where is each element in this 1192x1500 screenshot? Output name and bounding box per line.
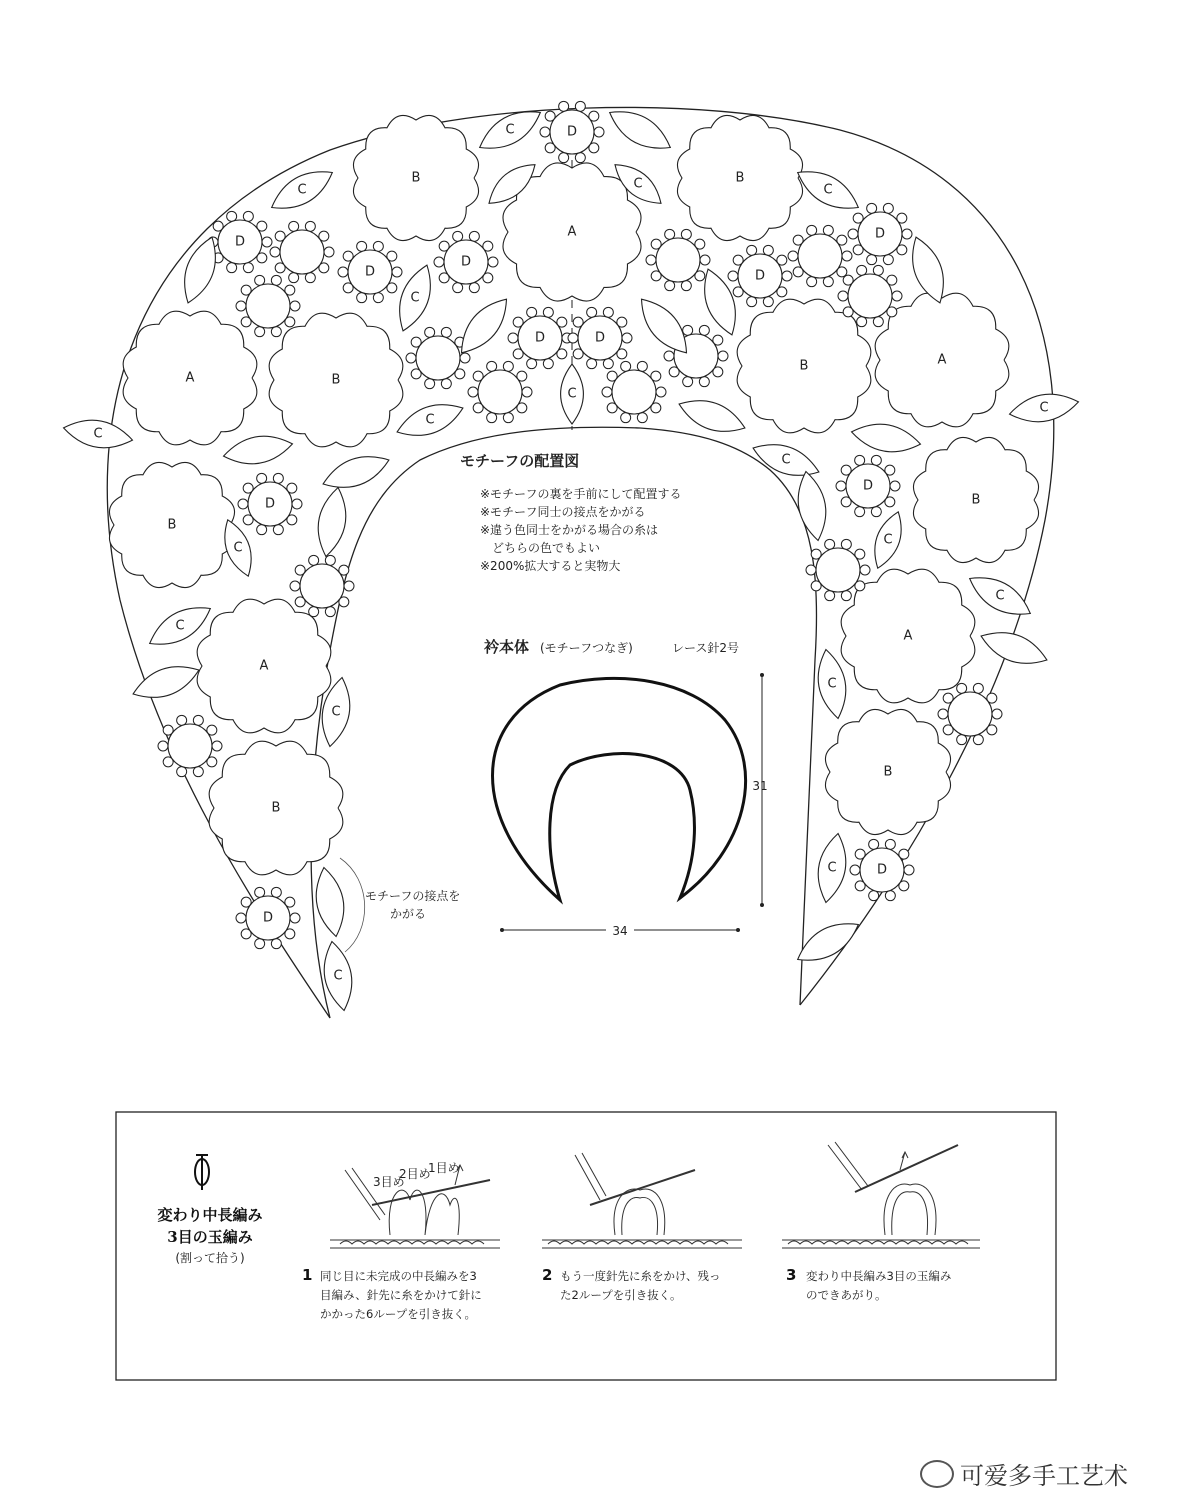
motif-bead (621, 413, 631, 423)
collar-body-shape (493, 678, 746, 900)
motif-bead (867, 255, 877, 265)
motif-bead (177, 767, 187, 777)
motif-c-prime-leaf (462, 299, 507, 353)
motif-a-label: A (185, 370, 195, 386)
motif-bead (338, 267, 348, 277)
motif-bead (527, 307, 537, 317)
motif-bead (575, 101, 585, 111)
motif-bead (992, 709, 1002, 719)
motif-bead (273, 473, 283, 483)
motif-bead (425, 327, 435, 337)
motif-c-label: C (823, 182, 833, 198)
puff-stitch-symbol-icon (195, 1155, 209, 1190)
motif-bead (825, 591, 835, 601)
motif-bead (305, 273, 315, 283)
motif-bead (869, 891, 879, 901)
step-3-text-1: 変わり中長編み3目の玉編み (806, 1269, 952, 1283)
motif-bead (469, 231, 479, 241)
motif-b-label: B (331, 372, 341, 388)
motif-bead (637, 361, 647, 371)
motif-bead (602, 387, 612, 397)
step-1-text-3: かかった6ループを引き抜く。 (320, 1307, 477, 1321)
step-3-illustration (782, 1142, 980, 1248)
motif-bead (453, 231, 463, 241)
motif-bead (869, 839, 879, 849)
motif-bead (158, 741, 168, 751)
motif-bead (855, 507, 865, 517)
motif-d-label: D (264, 496, 276, 512)
motif-bead (255, 887, 265, 897)
motif-c-prime-leaf (318, 488, 346, 557)
motif-c-prime-leaf (323, 457, 389, 488)
motif-d-label: D (754, 268, 766, 284)
motif-c-label: C (410, 290, 420, 306)
motif-d-prime-circle (280, 230, 324, 274)
motif-a-label: A (567, 224, 577, 240)
motif-bead (665, 281, 675, 291)
motif-bead (883, 255, 893, 265)
motif-bead (681, 229, 691, 239)
motif-c-prime-leaf (798, 924, 859, 960)
motif-b-label: B (735, 170, 745, 186)
layout-note-4: どちらの色でもよい (480, 541, 601, 555)
motif-bead (373, 241, 383, 251)
motif-bead (664, 351, 674, 361)
motif-b-label: B (411, 170, 421, 186)
motif-bead (656, 387, 666, 397)
motif-bead (807, 277, 817, 287)
motif-bead (885, 891, 895, 901)
layout-note-3: ※違う色同士をかがる場合の糸は (480, 523, 659, 537)
motif-bead (309, 555, 319, 565)
motif-bead (841, 539, 851, 549)
motif-bead (559, 153, 569, 163)
motif-bead (857, 265, 867, 275)
motif-bead (441, 327, 451, 337)
step-1-text-1: 同じ目に未完成の中長編みを3 (320, 1269, 477, 1283)
motif-bead (850, 865, 860, 875)
motif-d-label: D (460, 254, 472, 270)
motif-b-label: B (971, 492, 981, 508)
motif-bead (425, 379, 435, 389)
technique-title-3: (割って拾う) (175, 1251, 245, 1265)
motif-bead (788, 251, 798, 261)
motif-d-label: D (876, 862, 888, 878)
motif-c-label: C (425, 412, 435, 428)
motif-bead (747, 245, 757, 255)
motif-bead (867, 203, 877, 213)
layout-note-5: ※200%拡大すると実物大 (480, 559, 621, 573)
motif-bead (957, 735, 967, 745)
motif-bead (177, 715, 187, 725)
motif-bead (460, 353, 470, 363)
motif-bead (305, 221, 315, 231)
motif-bead (255, 939, 265, 949)
join-note-line-2: かがる (390, 907, 427, 921)
step-2-text-2: た2ループを引き抜く。 (560, 1288, 682, 1302)
motif-b-label: B (167, 517, 177, 533)
motif-c-prime-leaf (185, 237, 216, 303)
motif-bead (289, 221, 299, 231)
motif-bead (257, 525, 267, 535)
motif-bead (763, 245, 773, 255)
motif-bead (503, 361, 513, 371)
collar-width-label: 34 (612, 924, 628, 938)
motif-bead (973, 735, 983, 745)
motif-bead (603, 359, 613, 369)
motif-bead (594, 127, 604, 137)
motif-b-label: B (271, 800, 281, 816)
watermark-text: 可爱多手工艺术 (960, 1462, 1128, 1490)
motif-bead (568, 333, 578, 343)
motif-bead (290, 913, 300, 923)
motif-bead (763, 297, 773, 307)
step-3-number: 3 (786, 1266, 797, 1284)
motif-d-prime-circle (416, 336, 460, 380)
motif-bead (406, 353, 416, 363)
technique-title-2: 3目の玉編み (167, 1228, 253, 1246)
motif-bead (255, 327, 265, 337)
motif-bead (503, 413, 513, 423)
motif-bead (289, 273, 299, 283)
motif-bead (271, 939, 281, 949)
motif-bead (273, 525, 283, 535)
motif-c-prime-leaf (679, 401, 745, 432)
motif-bead (325, 607, 335, 617)
motif-c-label: C (175, 618, 185, 634)
motif-bead (290, 581, 300, 591)
wechat-icon (920, 1460, 954, 1488)
motif-bead (212, 741, 222, 751)
motif-bead (227, 211, 237, 221)
motif-c-prime-leaf (224, 436, 293, 464)
motif-c-label: C (333, 968, 343, 984)
motif-bead (637, 413, 647, 423)
motif-bead (825, 539, 835, 549)
motif-bead (522, 387, 532, 397)
motif-bead (718, 351, 728, 361)
motif-d-prime-circle (478, 370, 522, 414)
motif-bead (683, 377, 693, 387)
collar-body-subtitle: (モチーフつなぎ) (540, 641, 633, 655)
motif-d-label: D (566, 124, 578, 140)
motif-bead (747, 297, 757, 307)
motif-c-label: C (1039, 400, 1049, 416)
motif-bead (441, 379, 451, 389)
step-2-text-1: もう一度針先に糸をかけ、残っ (560, 1269, 721, 1283)
motif-bead (621, 361, 631, 371)
motif-c-label: C (995, 588, 1005, 604)
layout-note-2: ※モチーフ同士の接点をかがる (480, 505, 646, 519)
motif-bead (193, 715, 203, 725)
motif-bead (823, 277, 833, 287)
motif-bead (453, 283, 463, 293)
motif-bead (270, 247, 280, 257)
motif-bead (873, 317, 883, 327)
motif-d-label: D (874, 226, 886, 242)
motif-bead (681, 281, 691, 291)
motif-bead (559, 101, 569, 111)
motif-bead (543, 307, 553, 317)
motif-bead (957, 683, 967, 693)
motif-bead (290, 301, 300, 311)
motif-bead (836, 481, 846, 491)
motif-bead (728, 271, 738, 281)
motif-bead (782, 271, 792, 281)
motif-c-prime-leaf (133, 667, 199, 698)
technique-box (116, 1112, 1056, 1380)
motif-bead (823, 225, 833, 235)
motif-bead (622, 333, 632, 343)
motif-bead (807, 225, 817, 235)
motif-bead (700, 255, 710, 265)
motif-bead (902, 229, 912, 239)
motif-a-label: A (259, 658, 269, 674)
step-1-label-2: 2目め (399, 1167, 431, 1181)
motif-c-prime-leaf (316, 868, 344, 937)
motif-bead (373, 293, 383, 303)
collar-body-hook: レース針2号 (672, 641, 740, 655)
motif-bead (527, 359, 537, 369)
motif-b-label: B (883, 764, 893, 780)
motif-c-label: C (233, 540, 243, 556)
motif-bead (848, 229, 858, 239)
motif-bead (873, 265, 883, 275)
motif-d-prime-circle (848, 274, 892, 318)
join-annotation (340, 858, 460, 952)
motif-d-label: D (534, 330, 546, 346)
motif-c-prime-leaf (642, 299, 687, 353)
motif-bead (392, 267, 402, 277)
motif-bead (841, 591, 851, 601)
motif-bead (193, 767, 203, 777)
motif-bead (699, 377, 709, 387)
layout-note-1: ※モチーフの裏を手前にして配置する (480, 487, 682, 501)
motif-bead (344, 581, 354, 591)
motif-bead (236, 301, 246, 311)
step-1-text-2: 目編み、針先に糸をかけて針に (320, 1288, 482, 1302)
motif-d-label: D (594, 330, 606, 346)
motif-bead (587, 307, 597, 317)
motif-d-label: D (234, 234, 246, 250)
motif-bead (938, 709, 948, 719)
technique-title-1: 変わり中長編み (157, 1206, 263, 1224)
step-2-illustration (542, 1153, 742, 1248)
motif-bead (309, 607, 319, 617)
motif-bead (243, 263, 253, 273)
motif-d-prime-circle (612, 370, 656, 414)
motif-group (64, 101, 1079, 1010)
motif-bead (904, 865, 914, 875)
motif-bead (227, 263, 237, 273)
motif-a-label: A (937, 352, 947, 368)
step-1-number: 1 (302, 1266, 313, 1284)
motif-bead (855, 455, 865, 465)
motif-d-prime-circle (246, 284, 290, 328)
motif-d-prime-circle (656, 238, 700, 282)
motif-bead (357, 293, 367, 303)
motif-bead (890, 481, 900, 491)
motif-c-label: C (505, 122, 515, 138)
motif-bead (262, 237, 272, 247)
motif-bead (699, 325, 709, 335)
motif-bead (357, 241, 367, 251)
motif-bead (543, 359, 553, 369)
step-3-text-2: のできあがり。 (806, 1288, 887, 1302)
motif-d-prime-circle (948, 692, 992, 736)
motif-bead (883, 203, 893, 213)
motif-bead (646, 255, 656, 265)
motif-d-label: D (262, 910, 274, 926)
motif-bead (860, 565, 870, 575)
motif-c-label: C (883, 532, 893, 548)
collar-height-label: 31 (752, 779, 768, 793)
motif-bead (487, 413, 497, 423)
motif-bead (469, 283, 479, 293)
motif-bead (871, 455, 881, 465)
motif-bead (238, 499, 248, 509)
motif-c-label: C (297, 182, 307, 198)
motif-a-label: A (903, 628, 913, 644)
join-note-line-1: モチーフの接点を (365, 889, 461, 903)
motif-bead (575, 153, 585, 163)
motif-bead (243, 211, 253, 221)
motif-bead (885, 839, 895, 849)
motif-c-label: C (93, 426, 103, 442)
collar-body-schematic (483, 638, 768, 938)
motif-bead (468, 387, 478, 397)
motif-bead (683, 325, 693, 335)
motif-bead (665, 229, 675, 239)
motif-bead (236, 913, 246, 923)
motif-bead (488, 257, 498, 267)
motif-bead (325, 555, 335, 565)
motif-c-label: C (567, 386, 577, 402)
motif-c-label: C (781, 452, 791, 468)
motif-bead (271, 275, 281, 285)
collar-body-title: 衿本体 (484, 638, 530, 656)
motif-bead (434, 257, 444, 267)
motif-d-label: D (862, 478, 874, 494)
motif-bead (892, 291, 902, 301)
motif-d-prime-circle (300, 564, 344, 608)
motif-c-prime-leaf (610, 112, 671, 148)
motif-bead (292, 499, 302, 509)
motif-bead (540, 127, 550, 137)
motif-c-label: C (827, 676, 837, 692)
motif-bead (255, 275, 265, 285)
step-1-label-1: 1目め (428, 1161, 460, 1175)
motif-bead (857, 317, 867, 327)
motif-d-label: D (364, 264, 376, 280)
motif-c-label: C (633, 176, 643, 192)
motif-bead (271, 327, 281, 337)
layout-title: モチーフの配置図 (460, 452, 580, 470)
motif-bead (871, 507, 881, 517)
motif-bead (806, 565, 816, 575)
motif-bead (487, 361, 497, 371)
motif-bead (508, 333, 518, 343)
motif-d-prime-circle (816, 548, 860, 592)
motif-bead (603, 307, 613, 317)
motif-c-prime-leaf (852, 424, 921, 452)
motif-bead (973, 683, 983, 693)
motif-c-prime-leaf (913, 237, 944, 303)
motif-d-prime-circle (798, 234, 842, 278)
motif-c-prime-leaf (981, 633, 1047, 664)
motif-bead (587, 359, 597, 369)
motif-d-prime-circle (168, 724, 212, 768)
watermark (920, 1456, 1128, 1491)
step-2-number: 2 (542, 1266, 553, 1284)
motif-bead (324, 247, 334, 257)
step-1-label-3: 3目め (373, 1175, 405, 1189)
motif-c-label: C (331, 704, 341, 720)
motif-bead (842, 251, 852, 261)
motif-bead (838, 291, 848, 301)
motif-c-label: C (827, 860, 837, 876)
motif-bead (271, 887, 281, 897)
motif-c-prime-leaf (798, 472, 826, 541)
motif-bead (257, 473, 267, 483)
motif-b-label: B (799, 358, 809, 374)
